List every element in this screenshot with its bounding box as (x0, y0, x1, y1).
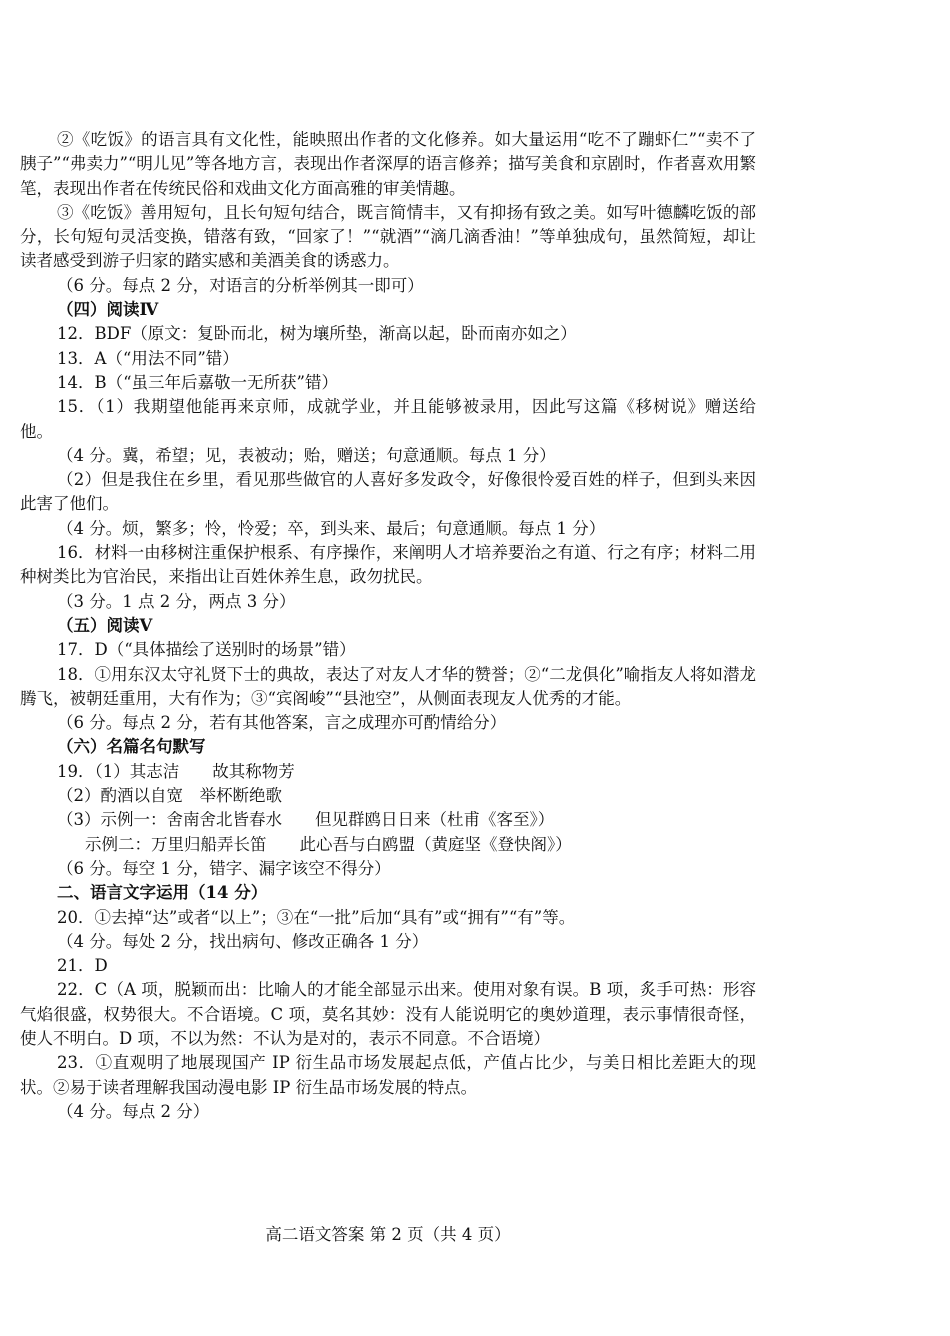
answer-item: 23．①直观明了地展现国产 IP 衍生品市场发展起点低，产值占比少，与美日相比差距大的现状。②易于读者理解我国动漫电影 IP 衍生品市场发展的特点。 (20, 1053, 756, 1097)
score-note: （6 分。每点 2 分，对语言的分析举例其一即可） (57, 275, 424, 295)
section-heading: （六）名篇名句默写 (57, 737, 206, 757)
answer-item: 15．（1）我期望他能再来京师，成就学业，并且能够被录用，因此写这篇《移树说》赠送给他。 (20, 397, 756, 441)
answer-item: 13．A（“用法不同”错） (57, 348, 239, 368)
answer-content (20, 128, 756, 1124)
score-note: （3 分。1 点 2 分，两点 3 分） (57, 591, 296, 611)
score-note: （4 分。冀，希望；见，表被动；贻，赠送；句意通顺。每点 1 分） (57, 445, 556, 465)
section-heading: （五）阅读Ⅴ (57, 615, 153, 635)
score-note: （4 分。烦，繁多；怜，怜爱；卒，到头来、最后；句意通顺。每点 1 分） (57, 518, 606, 538)
answer-item: 14．B（“虽三年后嘉敬一无所获”错） (57, 372, 338, 392)
answer-item: 20．①去掉“达”或者“以上”；③在“一批”后加“具有”或“拥有”“有”等。 (57, 907, 576, 927)
paragraph: ③《吃饭》善用短句，且长句短句结合，既言简情丰，又有抑扬有致之美。如写叶德麟吃饭的部分，长句短句灵活变换，错落有致，“回家了！”“就酒”“滴几滴香油！”等单独成句，虽然简短，却让读者感受到游子归家的踏实感和美酒美食的诱惑力。 (20, 202, 756, 271)
answer-item: 18．①用东汉太守礼贤下士的典故，表达了对友人才华的赞誉；②“二龙俱化”喻指友人将如潜龙腾飞，被朝廷重用，大有作为；③“宾阁峻”“县池空”，从侧面表现友人优秀的才能。 (20, 664, 756, 708)
paragraph: ②《吃饭》的语言具有文化性，能映照出作者的文化修养。如大量运用“吃不了蹦虾仁”“卖不了胰子”“弗卖力”“明儿见”等各地方言，表现出作者深厚的语言修养；描写美食和京剧时，作者喜欢用繁笔，表现出作者在传统民俗和戏曲文化方面高雅的审美情趣。 (20, 130, 756, 198)
answer-item: 16．材料一由移树注重保护根系、有序操作，来阐明人才培养要治之有道、行之有序；材料二用种树类比为官治民，来指出让百姓休养生息，政勿扰民。 (20, 543, 756, 587)
section-heading: 二、语言文字运用（14 分） (57, 883, 268, 903)
answer-item: 12．BDF（原文：复卧而北，树为壤所垫，渐高以起，卧而南亦如之） (57, 324, 577, 344)
answer-item: （3）示例一：舍南舍北皆春水 但见群鸥日日来（杜甫《客至》） (57, 810, 555, 830)
section-heading: （四）阅读Ⅳ (57, 300, 159, 320)
answer-item: （2）酌酒以自宽 举杯断绝歌 (57, 786, 282, 806)
answer-item: （2）但是我住在乡里，看见那些做官的人喜好多发政令，好像很怜爱百姓的样子，但到头来因此害了他们。 (20, 470, 756, 514)
page-footer: 高二语文答案 第 2 页（共 4 页） (265, 1225, 511, 1244)
score-note: （6 分。每空 1 分，错字、漏字该空不得分） (57, 858, 391, 878)
score-note: （4 分。每处 2 分，找出病句、修改正确各 1 分） (57, 931, 429, 951)
answer-item: 示例二：万里归船弄长笛 此心吾与白鸥盟（黄庭坚《登快阁》） (85, 834, 572, 854)
score-note: （4 分。每点 2 分） (57, 1101, 210, 1121)
answer-item: 19．（1）其志洁 故其称物芳 (57, 761, 295, 781)
answer-item: 22．C（A 项，脱颖而出：比喻人的才能全部显示出来。使用对象有误。B 项，炙手可热：形容气焰很盛，权势很大。不合语境。C 项，莫名其妙：没有人能说明它的奥妙道理，表示事情很奇怪，使人不明白。D 项，不以为然：不认为是对的，表示不同意。不合语境） (20, 980, 756, 1048)
answer-item: 17．D（“具体描绘了送别时的场景”错） (57, 640, 356, 660)
score-note: （6 分。每点 2 分，若有其他答案，言之成理亦可酌情给分） (57, 713, 507, 733)
answer-item: 21．D (57, 956, 108, 976)
